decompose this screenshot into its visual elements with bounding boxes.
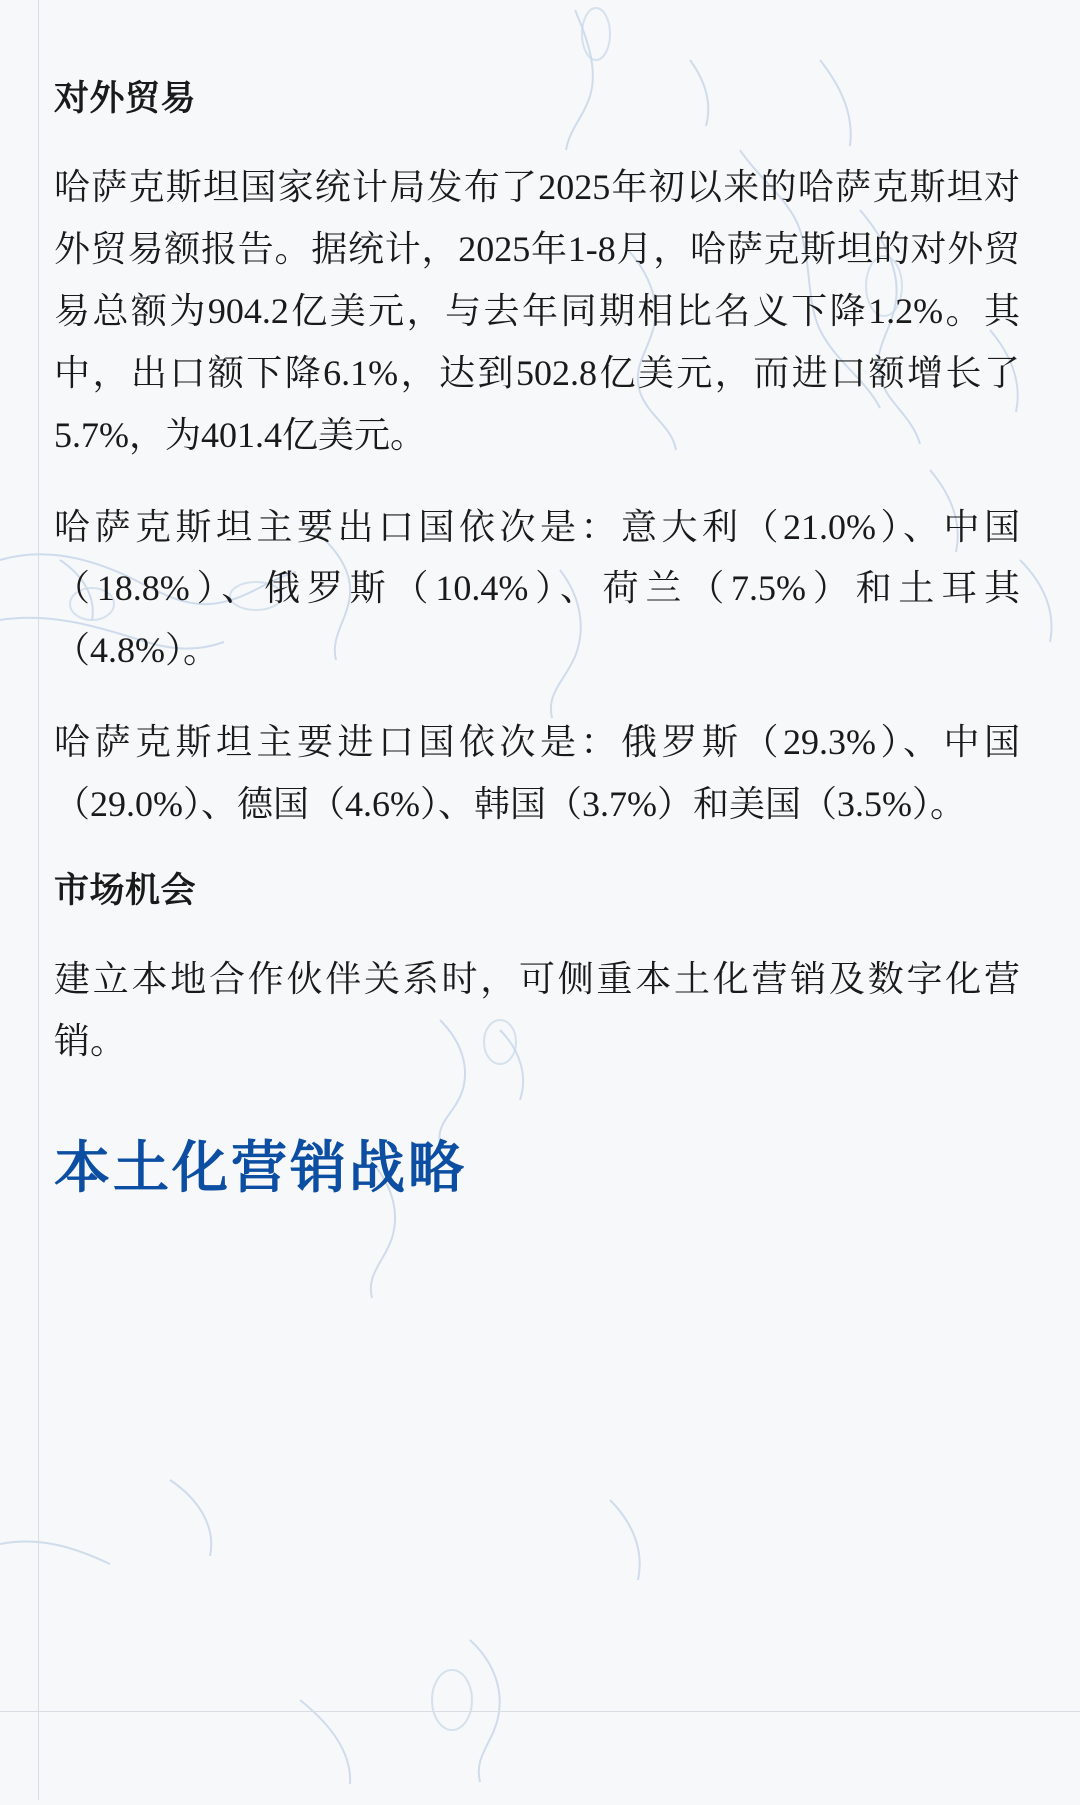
paragraph-import-partners: 哈萨克斯坦主要进口国依次是：俄罗斯（29.3%）、中国（29.0%）、德国（4.6%）、韩国（3.7%）和美国（3.5%）。 — [54, 722, 1020, 825]
paragraph-export-partners: 哈萨克斯坦主要出口国依次是：意大利（21.0%）、中国（18.8%）、俄罗斯（10.4%）、荷兰（7.5%）和土耳其（4.8%）。 — [54, 506, 1020, 671]
paragraph-trade-statistics: 哈萨克斯坦国家统计局发布了2025年初以来的哈萨克斯坦对外贸易额报告。据统计，2025年1-8月，哈萨克斯坦的对外贸易总额为904.2亿美元，与去年同期相比名义下降1.2%。其中，出口额下降6.1%，达到502.8亿美元，而进口额增长了5.7%，为401.4亿美元。 — [54, 167, 1020, 455]
bottom-margin-rule — [0, 1711, 1080, 1712]
paragraph-market-opportunity: 建立本地合作伙伴关系时，可侧重本土化营销及数字化营销。 — [54, 959, 1020, 1061]
section-heading-market-opportunity: 市场机会 — [54, 871, 197, 911]
section-heading-foreign-trade: 对外贸易 — [54, 79, 197, 118]
page-title-localization-strategy: 本土化营销战略 — [54, 1137, 467, 1200]
